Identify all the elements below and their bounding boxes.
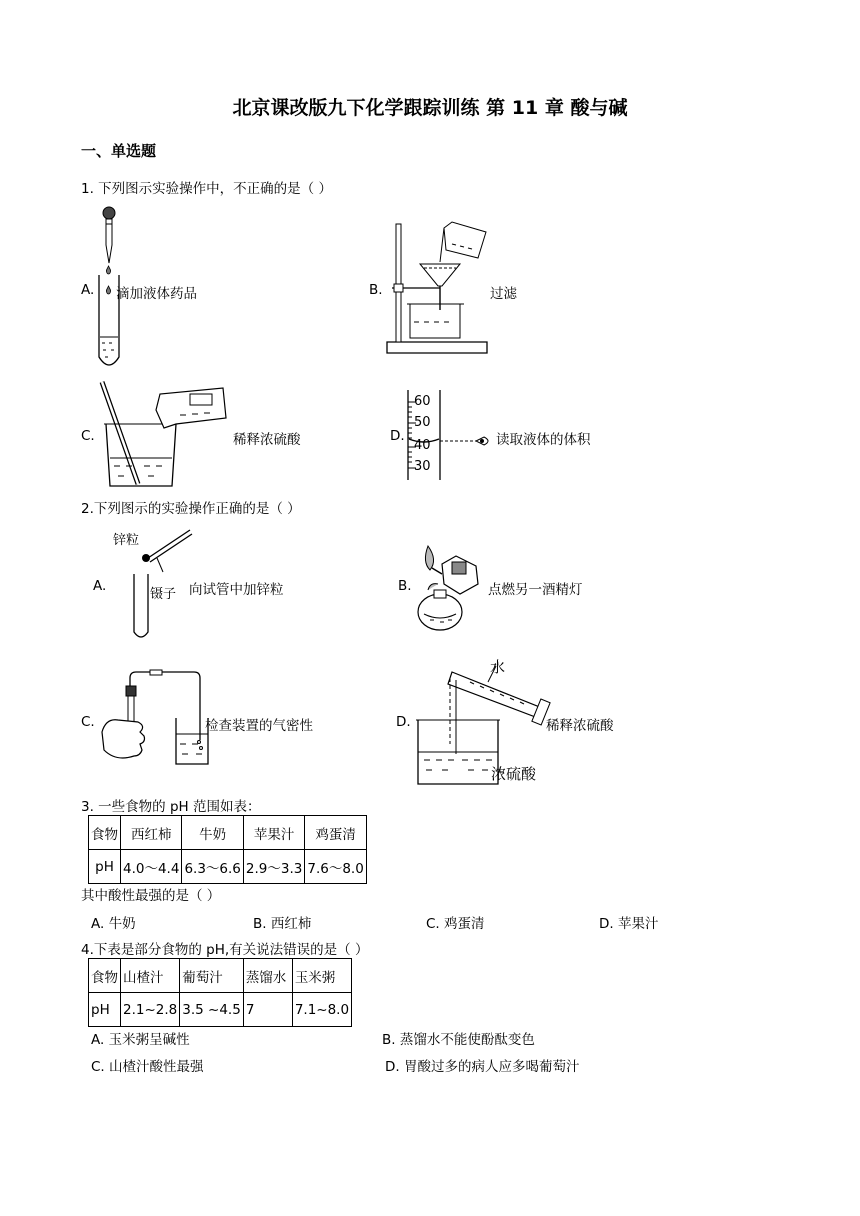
q4-ph-table bbox=[88, 958, 352, 1027]
q2-option-d-letter: D. bbox=[396, 714, 411, 730]
table-cell: 2.1~2.8 bbox=[121, 993, 180, 1027]
q2-option-b-letter: B. bbox=[398, 578, 412, 594]
q1-stem: 1. 下列图示实验操作中，不正确的是（ ） bbox=[81, 181, 332, 197]
page-title: 北京课改版九下化学跟踪训练 第 11 章 酸与碱 bbox=[232, 97, 628, 119]
q2-option-d-label: 稀释浓硫酸 bbox=[546, 718, 614, 734]
q4-option-d: D. 胃酸过多的病人应多喝葡萄汁 bbox=[385, 1059, 580, 1075]
cylinder-tick-60: 60 bbox=[414, 394, 431, 409]
alcohol-lamp-figure bbox=[412, 540, 492, 635]
q4-option-a: A. 玉米粥呈碱性 bbox=[91, 1032, 190, 1048]
table-header-row bbox=[89, 959, 352, 993]
cylinder-tick-30: 30 bbox=[414, 459, 431, 474]
q3-stem: 3. 一些食物的 pH 范围如表： bbox=[81, 799, 261, 815]
water-label: 水 bbox=[490, 658, 506, 676]
acid-label: 浓硫酸 bbox=[491, 765, 537, 783]
q2-option-b-label: 点燃另一酒精灯 bbox=[488, 582, 583, 598]
table-cell: 蒸馏水 bbox=[243, 959, 292, 993]
q1-option-a-letter: A. bbox=[81, 282, 95, 298]
q3-question: 其中酸性最强的是（ ） bbox=[81, 888, 221, 904]
table-cell: 牛奶 bbox=[182, 816, 243, 850]
q3-option-a: A. 牛奶 bbox=[91, 916, 136, 932]
q2-option-a-letter: A. bbox=[93, 578, 107, 594]
q1-option-b-label: 过滤 bbox=[490, 286, 517, 302]
table-cell: 玉米粥 bbox=[292, 959, 351, 993]
cylinder-tick-40: 40 bbox=[414, 438, 431, 453]
q3-option-b: B. 西红柿 bbox=[253, 916, 312, 932]
q2-option-c-label: 检查装置的气密性 bbox=[205, 718, 313, 734]
q1-option-a-label: 滴加液体药品 bbox=[116, 286, 197, 302]
table-header-row bbox=[89, 816, 367, 850]
airtightness-check-figure bbox=[96, 670, 211, 770]
q4-option-b: B. 蒸馏水不能使酚酞变色 bbox=[382, 1032, 535, 1048]
table-cell: 西红柿 bbox=[121, 816, 182, 850]
section-heading: 一、单选题 bbox=[81, 142, 157, 160]
q1-option-d-label: 读取液体的体积 bbox=[496, 432, 591, 448]
table-cell: 7.1~8.0 bbox=[292, 993, 351, 1027]
table-cell: 6.3～6.6 bbox=[182, 850, 243, 884]
table-row bbox=[89, 993, 352, 1027]
q1-option-c-label: 稀释浓硫酸 bbox=[233, 432, 301, 448]
q4-option-c: C. 山楂汁酸性最强 bbox=[91, 1059, 204, 1075]
table-cell: 7 bbox=[243, 993, 292, 1027]
q2-option-a-label: 向试管中加锌粒 bbox=[189, 582, 284, 598]
table-cell: 食物 bbox=[89, 959, 121, 993]
q2-option-c-letter: C. bbox=[81, 714, 95, 730]
q1-option-c-letter: C. bbox=[81, 428, 95, 444]
tweezers-label: 镊子 bbox=[150, 587, 177, 602]
table-cell: 4.0～4.4 bbox=[121, 850, 182, 884]
table-cell: pH bbox=[89, 850, 121, 884]
zinc-label: 锌粒 bbox=[113, 533, 140, 548]
q2-stem: 2.下列图示的实验操作正确的是（ ） bbox=[81, 501, 301, 517]
table-cell: 食物 bbox=[89, 816, 121, 850]
table-cell: 山楂汁 bbox=[121, 959, 180, 993]
table-cell: 3.5 ~4.5 bbox=[180, 993, 244, 1027]
q3-option-d: D. 苹果汁 bbox=[599, 916, 659, 932]
table-cell: 苹果汁 bbox=[243, 816, 304, 850]
dilute-acid-wrong-figure bbox=[98, 380, 233, 490]
q1-option-b-letter: B. bbox=[369, 282, 383, 298]
table-cell: 2.9～3.3 bbox=[243, 850, 304, 884]
table-cell: 鸡蛋清 bbox=[305, 816, 366, 850]
q4-stem: 4.下表是部分食物的 pH,有关说法错误的是（ ） bbox=[81, 942, 369, 958]
table-row bbox=[89, 850, 367, 884]
filtration-figure bbox=[382, 218, 492, 358]
cylinder-tick-50: 50 bbox=[414, 415, 431, 430]
q1-option-d-letter: D. bbox=[390, 428, 405, 444]
table-cell: 7.6～8.0 bbox=[305, 850, 366, 884]
table-cell: pH bbox=[89, 993, 121, 1027]
q3-ph-table bbox=[88, 815, 367, 884]
table-cell: 葡萄汁 bbox=[180, 959, 244, 993]
q3-option-c: C. 鸡蛋清 bbox=[426, 916, 485, 932]
